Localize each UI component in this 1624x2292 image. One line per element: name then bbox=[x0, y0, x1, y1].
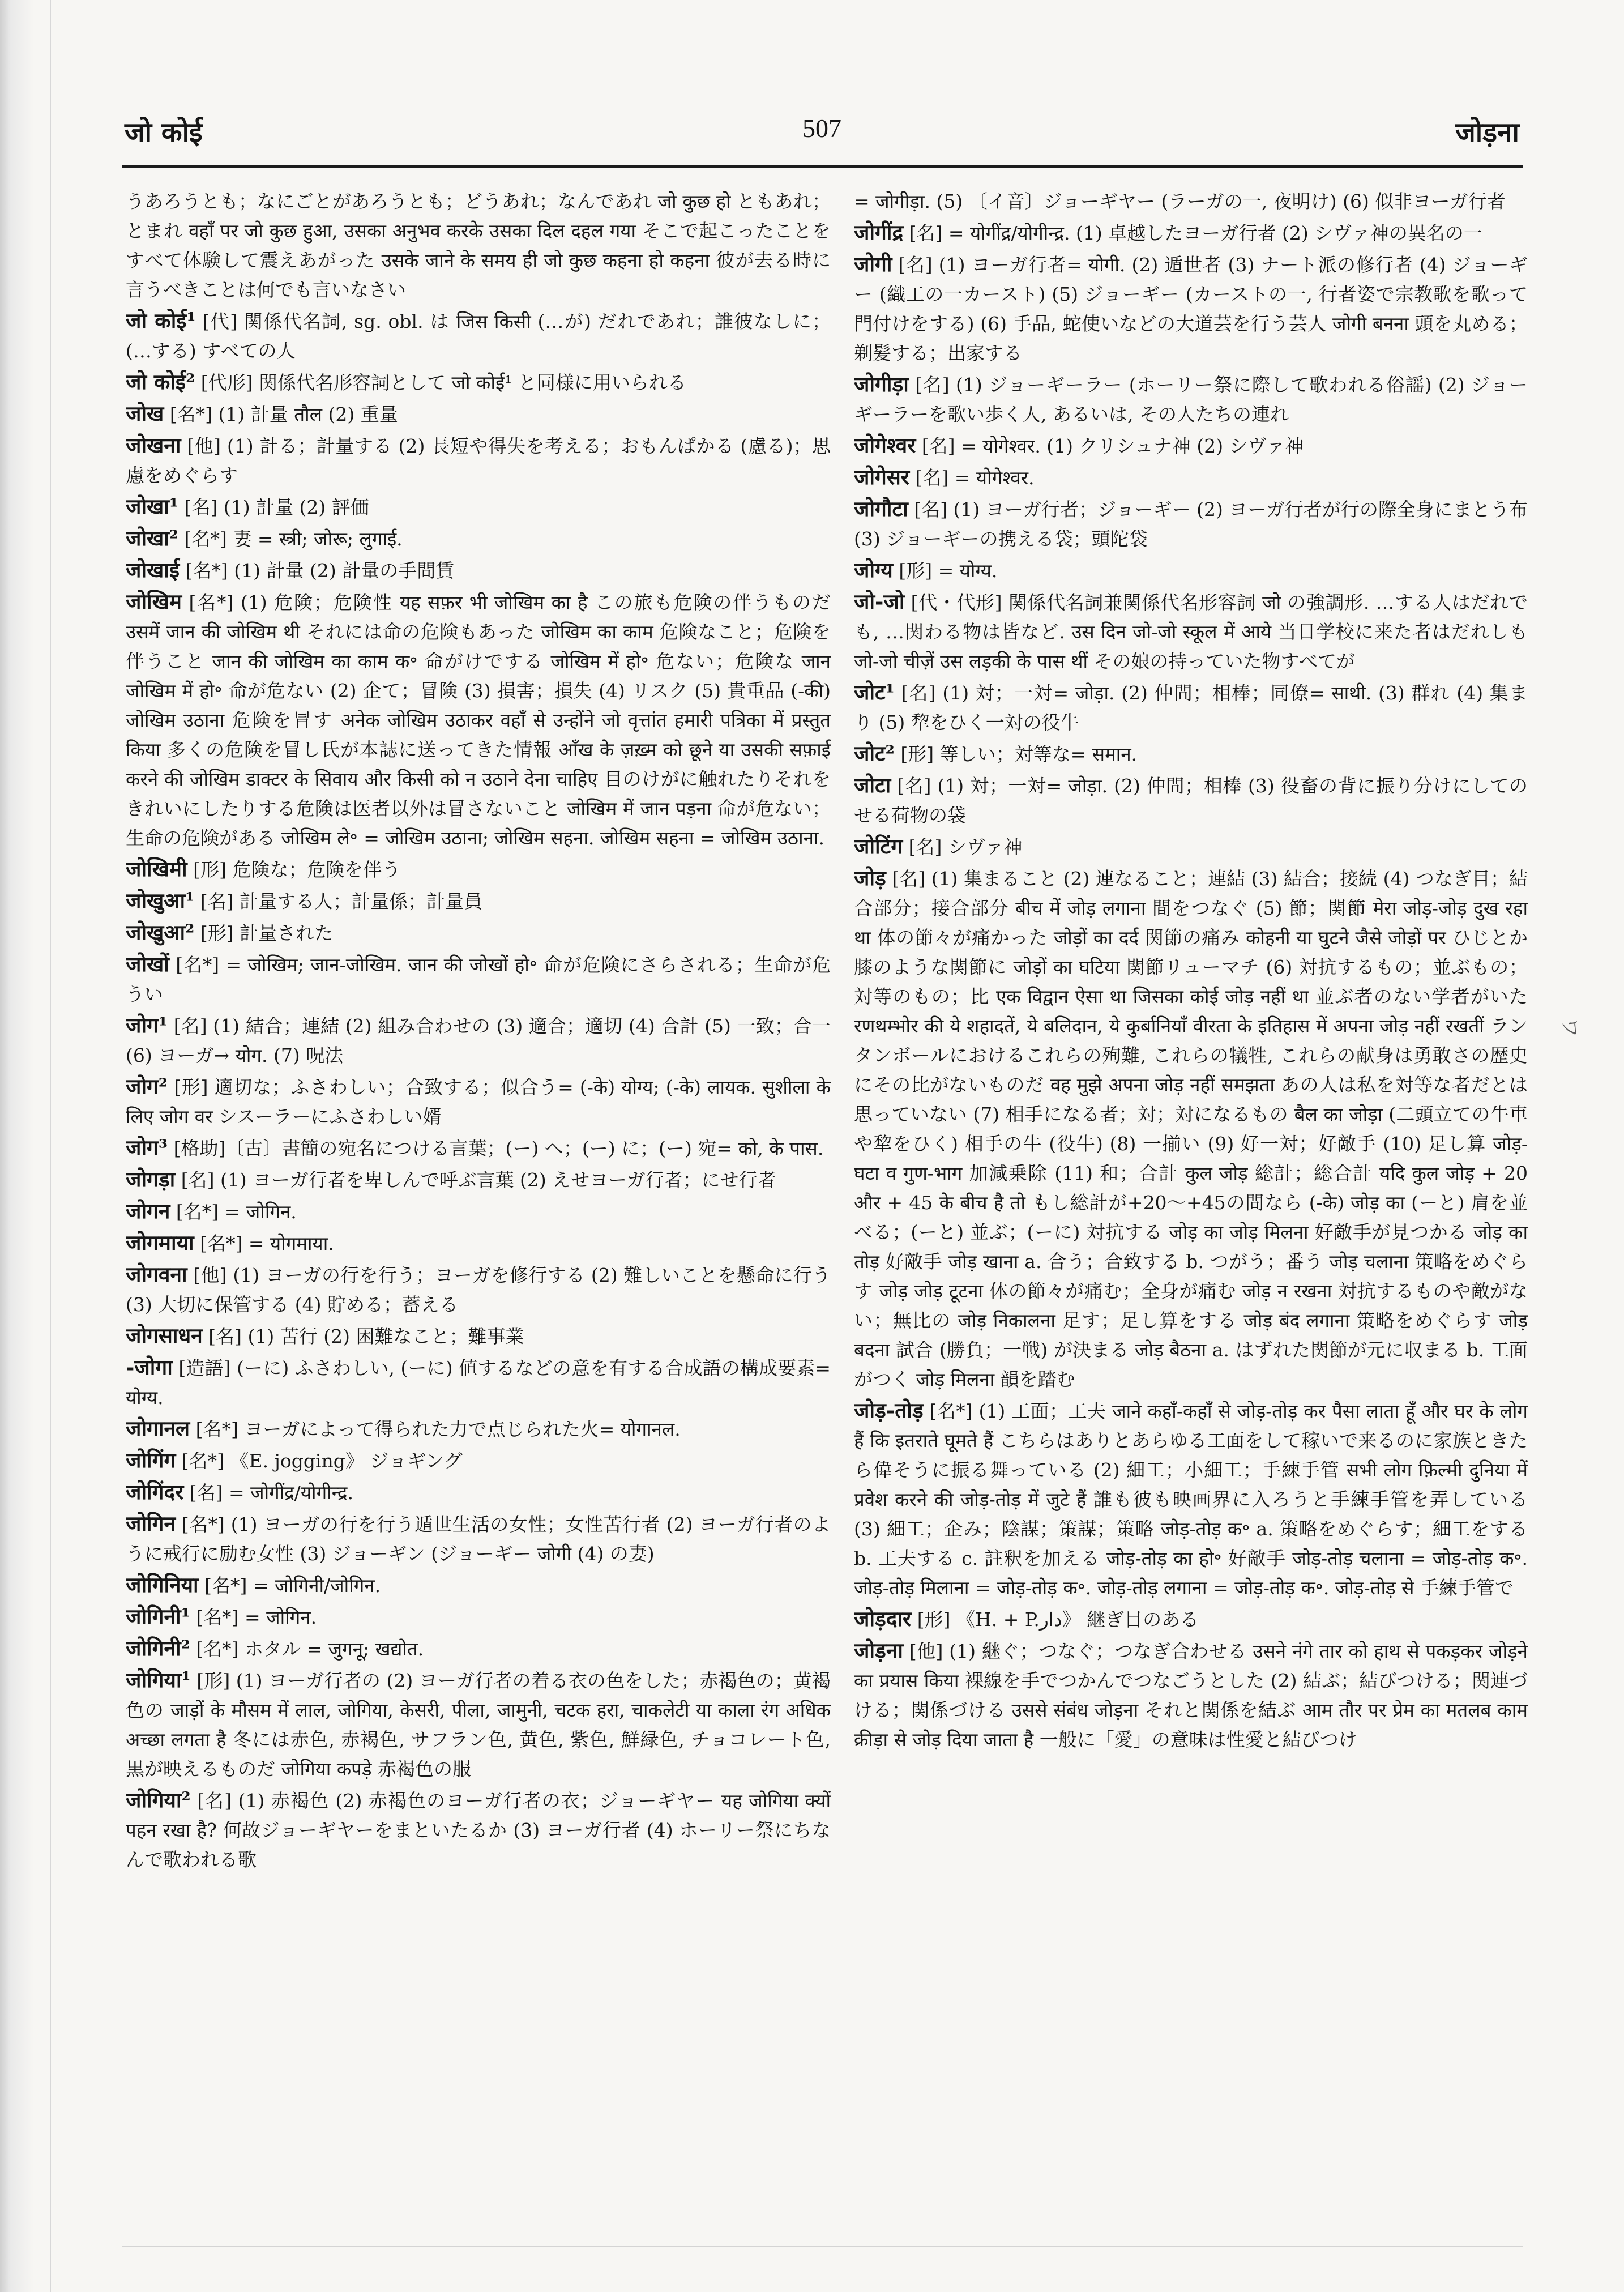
entry-headword: जोग³ bbox=[126, 1135, 168, 1160]
entry-headword: जो कोई¹ bbox=[126, 308, 196, 333]
dictionary-entry bbox=[126, 1010, 831, 1070]
entry-headword: जोगमाया bbox=[126, 1230, 194, 1255]
entry-headword: जोड़दार bbox=[854, 1606, 912, 1631]
dictionary-entry bbox=[126, 367, 831, 398]
entry-headword: जोगेसर bbox=[854, 464, 910, 489]
dictionary-entry bbox=[854, 1604, 1528, 1634]
dictionary-entry bbox=[126, 1414, 831, 1444]
dictionary-entry bbox=[854, 863, 1528, 1394]
entry-headword: जोगिनी¹ bbox=[126, 1604, 190, 1629]
entry-definition: [名*] (1) ヨーガの行を行う遁世生活の女性；女性苦行者 (2) ヨーガ行者のように戒行に励む女性 (3) ジョーギン (ジョーギー जोगी (4) の妻) bbox=[126, 1513, 831, 1565]
dictionary-entry bbox=[126, 1164, 831, 1195]
entry-definition: [名*] = जोखिम; जान-जोखिम. जान की जोखों हो॰ 命が危険にさらされる；生命が危うい bbox=[126, 954, 831, 1005]
page-header bbox=[125, 113, 1519, 159]
entry-definition: [名*] (1) 危険；危険性 यह सफ़र भी जोखिम का है この旅も危険の伴うものだ उसमें जान की जोखिम थी それには命の危険もあった जोखिम का काम 危険なこと；危険を伴うこと जान की जोखिम का काम क॰ 命がけでする जोखिम में हो॰ 危ない；危険な जान जोखिम में हो॰ 命が危ない (2) 企て；冒険 (3) 損害；損失 (4) リスク (5) 貴重品 (-की) जोखिम उठाना 危険を冒す अनेक जोखिम उठाकर वहाँ से उन्होंने जो वृत्तांत हमारी पत्रिका में प्रस्तुत किया 多くの危険を冒し氏が本誌に送ってきた情報 आँख के ज़ख़्म को छूने या उसकी सफ़ाई करने की जोखिम डाक्टर के सिवाय और किसी को न उठाने देना चाहिए 目のけがに触れたりそれをきれいにしたりする危険は医者以外は冒さないこと जोखिम में जान पड़ना 命が危ない；生命の危険がある जोखिम ले॰ = जोखिम उठाना; जोखिम सहना. जोखिम सहना = जोखिम उठाना. bbox=[126, 591, 831, 849]
entry-definition: [名] 計量する人；計量係；計量員 bbox=[200, 890, 483, 912]
entry-headword: जोग¹ bbox=[126, 1013, 168, 1038]
dictionary-entry bbox=[854, 369, 1528, 429]
dictionary-entry bbox=[126, 523, 831, 554]
entry-definition: [格助]〔古〕書簡の宛名につける言葉；(ー) へ；(ー) に；(ー) 宛= को, के पास. bbox=[173, 1137, 824, 1159]
dictionary-entry bbox=[126, 430, 831, 490]
header-left-word: जो कोई bbox=[125, 117, 203, 148]
margin-mark: ワ bbox=[1558, 1018, 1581, 1038]
dictionary-entry bbox=[126, 1785, 831, 1875]
entry-definition: [名*] (1) 計量 तौल (2) 重量 bbox=[169, 403, 398, 425]
entry-headword: जोगड़ा bbox=[126, 1167, 176, 1192]
dictionary-entry bbox=[126, 1260, 831, 1320]
entry-definition: [名] シヴァ神 bbox=[908, 836, 1023, 858]
entry-headword: जोगींद्र bbox=[854, 220, 904, 245]
right-column bbox=[854, 187, 1528, 2230]
entry-headword: जोखिम bbox=[126, 589, 182, 614]
entry-definition: [名] = योगेश्वर. (1) クリシュナ神 (2) シヴァ神 bbox=[921, 435, 1304, 457]
entry-headword: जो-जो bbox=[854, 589, 905, 614]
header-right-word: जोड़ना bbox=[1455, 117, 1519, 148]
entry-definition: [形] = योग्य. bbox=[899, 560, 998, 582]
dictionary-entry bbox=[126, 306, 831, 366]
entry-headword: जोखाई bbox=[126, 557, 180, 582]
entry-headword: जोगवना bbox=[126, 1262, 187, 1287]
header-rule bbox=[122, 165, 1523, 168]
entry-definition: [名] (1) ヨーガ行者を卑しんで呼ぶ言葉 (2) えせヨーガ行者；にせ行者 bbox=[181, 1169, 776, 1191]
dictionary-entry bbox=[126, 854, 831, 885]
entry-headword: जोखिमी bbox=[126, 856, 187, 881]
entry-definition: [名] (1) 対；一対= जोड़ा. (2) 仲間；相棒 (3) 役畜の背に振り分けにしてのせる荷物の袋 bbox=[854, 775, 1528, 826]
dictionary-entry bbox=[126, 917, 831, 948]
dictionary-entry bbox=[854, 1395, 1528, 1603]
entry-headword: जोड़ना bbox=[854, 1638, 903, 1663]
entry-definition: [代・代形] 関係代名詞兼関係代名形容詞 जो の強調形. …する人はだれでも, …関わる物は皆など. उस दिन जो-जो स्कूल में आये 当日学校に来た者はだれしも जो-जो चीज़ें उस लड़की के पास थीं その娘の持っていた物すべてが bbox=[854, 591, 1528, 672]
entry-definition: [他] (1) 計る；計量する (2) 長短や得失を考える；おもんぱかる (慮る)；思慮をめぐらす bbox=[126, 435, 831, 486]
dictionary-entry bbox=[854, 555, 1528, 586]
entry-definition: [他] (1) 継ぐ；つなぐ；つなぎ合わせる उसने नंगे तार को हाथ से पकड़कर जोड़ने का प्रयास किया 裸線を手でつかんでつなごうとした (2) 結ぶ；結びつける；関連づける；関係づける उससे संबंध जोड़ना それと関係を結ぶ आम तौर पर प्रेम का मतलब काम क्रीड़ा से जोड़ दिया जाता है 一般に「愛」の意味は性愛と結びつけ bbox=[854, 1640, 1528, 1751]
dictionary-entry bbox=[126, 1633, 831, 1664]
entry-headword: जोखा² bbox=[126, 526, 179, 550]
dictionary-entry bbox=[126, 1570, 831, 1600]
dictionary-entry bbox=[126, 187, 831, 305]
entry-definition: [造語] (ーに) ふさわしい, (ーに) 値するなどの意を有する合成語の構成要素= योग्य. bbox=[126, 1357, 831, 1409]
dictionary-entry bbox=[126, 886, 831, 916]
entry-definition: [名] (1) 計量 (2) 評価 bbox=[184, 496, 369, 518]
dictionary-entry bbox=[126, 1602, 831, 1632]
entry-definition: [名] (1) 赤褐色 (2) 赤褐色のヨーガ行者の衣；ジョーギヤー यह जोगिया क्यों पहन रखा है? 何故ジョーギヤーをまといたるか (3) ヨーガ行者 (4) ホーリー祭にちなんで歌われる歌 bbox=[126, 1790, 831, 1871]
entry-headword: जोखुआ² bbox=[126, 920, 195, 945]
entry-headword: जोड़-तोड़ bbox=[854, 1398, 924, 1423]
entry-definition: [名*] 妻 = स्त्री; जोरू; लुगाई. bbox=[184, 528, 403, 550]
entry-definition: = जोगीड़ा. (5) 〔イ音〕ジョーギヤー (ラーガの一, 夜明け) (6) 似非ヨーガ行者 bbox=[854, 190, 1506, 212]
entry-definition: [形] 危険な；危険を伴う bbox=[193, 859, 401, 881]
entry-definition: [名] = योगींद्र/योगीन्द्र. (1) 卓越したヨーガ行者 (2) シヴァ神の異名の一 bbox=[909, 222, 1482, 244]
dictionary-entry bbox=[854, 462, 1528, 493]
entry-definition: [名*] = जोगिनी/जोगिन. bbox=[204, 1574, 381, 1597]
entry-headword: जोखुआ¹ bbox=[126, 888, 195, 913]
entry-headword: जोट¹ bbox=[854, 680, 895, 705]
bottom-rule bbox=[122, 2246, 1523, 2247]
entry-headword: जोग्य bbox=[854, 557, 893, 582]
dictionary-entry bbox=[126, 1477, 831, 1508]
dictionary-entry bbox=[126, 1321, 831, 1351]
entry-definition: [名*] = योगमाया. bbox=[200, 1232, 334, 1254]
entry-headword: जोखा¹ bbox=[126, 494, 179, 519]
dictionary-entry bbox=[854, 217, 1528, 248]
entry-definition: [名] (1) ヨーガ行者= योगी. (2) 遁世者 (3) ナート派の修行者 (4) ジョーギー (織工の一カースト) (5) ジョーギー (カーストの一, 行者姿で宗教歌を歌って門付けをする) (6) 手品, 蛇使いなどの大道芸を行う芸人 जोगी बनना 頭を丸める；剃髪する；出家する bbox=[854, 254, 1528, 364]
entry-headword: जोगेश्वर bbox=[854, 433, 916, 458]
entry-headword: जोगानल bbox=[126, 1416, 190, 1441]
dictionary-entry bbox=[854, 831, 1528, 862]
dictionary-entry bbox=[126, 1133, 831, 1163]
left-column bbox=[126, 187, 831, 2230]
dictionary-entry bbox=[854, 1636, 1528, 1755]
entry-headword: जोगिया¹ bbox=[126, 1667, 191, 1692]
entry-headword: जोगसाधन bbox=[126, 1323, 203, 1348]
entry-headword: जोग² bbox=[126, 1074, 168, 1099]
entry-definition: [形] (1) ヨーガ行者の (2) ヨーガ行者の着る衣の色をした；赤褐色の；黄褐色の जाड़ों के मौसम में लाल, जोगिया, केसरी, पीला, जामुनी, चटक हरा, चाकलेटी या काला रंग अधिक अच्छा लगता है 冬には赤色, 赤褐色, サフラン色, 黄色, 紫色, 鮮緑色, チョコレート色, 黒が映えるものだ जोगिया कपड़े 赤褐色の服 bbox=[126, 1670, 831, 1780]
dictionary-entry bbox=[854, 249, 1528, 368]
entry-headword: जोगी bbox=[854, 251, 892, 276]
entry-definition: [名] (1) ジョーギーラー (ホーリー祭に際して歌われる俗謡) (2) ジョーギーラーを歌い歩く人, あるいは, その人たちの連れ bbox=[854, 374, 1528, 425]
entry-definition: [名*] (1) 計量 (2) 計量の手間賃 bbox=[185, 560, 455, 582]
entry-headword: जो कोई² bbox=[126, 369, 195, 394]
entry-definition: [形] 適切な；ふさわしい；合致する；似合う= (-के) योग्य; (-के) लायक. सुशीला के लिए जोग वर シスーラーにふさわしい婿 bbox=[126, 1076, 831, 1128]
entry-definition: [名*] = जोगिन. bbox=[196, 1606, 317, 1628]
entry-headword: जोगिन bbox=[126, 1511, 176, 1536]
dictionary-entry bbox=[126, 399, 831, 429]
entry-headword: जोट² bbox=[854, 741, 895, 766]
entry-headword: जोड़ bbox=[854, 865, 886, 890]
entry-definition: [名] (1) 結合；連結 (2) 組み合わせの (3) 適合；適切 (4) 合計 (5) 一致；合一 (6) ヨーガ→ योग. (7) 呪法 bbox=[126, 1015, 831, 1066]
entry-headword: जोखों bbox=[126, 951, 169, 976]
entry-definition: うあろうとも；なにごとがあろうとも；どうあれ；なんであれ जो कुछ हो ともあれ；とまれ वहाँ पर जो कुछ हुआ, उसका अनुभव करके उसका दिल दहल गया そこで起こったことをすべて体験して震えあがった उसके जाने के समय ही जो कुछ कहना हो कहना 彼が去る時に言うべきことは何でも言いなさい bbox=[126, 190, 831, 301]
entry-headword: जोगीड़ा bbox=[854, 372, 909, 396]
entry-definition: [名] (1) 対；一対= जोड़ा. (2) 仲間；相棒；同僚= साथी. (3) 群れ (4) 集まり (5) 犂をひく一対の役牛 bbox=[854, 682, 1528, 733]
dictionary-entry bbox=[854, 494, 1528, 554]
dictionary-entry bbox=[126, 1665, 831, 1784]
entry-headword: जोटा bbox=[854, 772, 891, 797]
dictionary-entry bbox=[126, 1072, 831, 1132]
dictionary-entry bbox=[854, 739, 1528, 769]
entry-headword: जोगिनी² bbox=[126, 1636, 190, 1661]
entry-headword: जोगन bbox=[126, 1198, 170, 1223]
entry-definition: [代形] 関係代名形容詞として जो कोई¹ と同様に用いられる bbox=[200, 372, 686, 394]
entry-definition: [名*] 《E. jogging》 ジョギング bbox=[181, 1450, 463, 1472]
dictionary-entry bbox=[854, 187, 1528, 216]
entry-definition: [他] (1) ヨーガの行を行う；ヨーガを修行する (2) 難しいことを懸命に行う (3) 大切に保管する (4) 貯める；蓄える bbox=[126, 1264, 831, 1316]
dictionary-entry bbox=[126, 949, 831, 1009]
page-number: 507 bbox=[802, 114, 841, 143]
entry-headword: जोखना bbox=[126, 433, 181, 458]
scan-edge-shadow bbox=[0, 0, 34, 2292]
dictionary-entry bbox=[854, 430, 1528, 461]
dictionary-entry bbox=[126, 492, 831, 522]
entry-headword: जोगिया² bbox=[126, 1787, 191, 1812]
dictionary-entry bbox=[126, 587, 831, 853]
dictionary-entry bbox=[126, 1196, 831, 1227]
dictionary-entry bbox=[126, 1445, 831, 1476]
dictionary-entry bbox=[126, 1228, 831, 1258]
dictionary-entry bbox=[126, 555, 831, 586]
entry-definition: [形] 《H. + P.دار》 継ぎ目のある bbox=[917, 1608, 1199, 1631]
scan-edge-line bbox=[50, 0, 51, 2292]
entry-definition: [代] 関係代名詞, sg. obl. は जिस किसी (…が) だれであれ；誰彼なしに；(…する) すべての人 bbox=[126, 310, 831, 362]
entry-definition: [名*] ホタル = जुगनू; खद्योत. bbox=[196, 1638, 424, 1660]
entry-headword: जोगिनिया bbox=[126, 1572, 199, 1597]
entry-headword: जोगौटा bbox=[854, 496, 908, 521]
entry-headword: जोटिंग bbox=[854, 834, 903, 859]
entry-headword: जोगिंग bbox=[126, 1448, 176, 1472]
dictionary-entry bbox=[126, 1352, 831, 1412]
entry-definition: [形] 計量された bbox=[200, 922, 334, 944]
dictionary-entry bbox=[854, 587, 1528, 676]
entry-definition: [名] = योगेश्वर. bbox=[915, 467, 1035, 489]
dictionary-entry bbox=[854, 677, 1528, 737]
dictionary-entry bbox=[854, 770, 1528, 830]
entry-definition: [名*] = जोगिन. bbox=[176, 1201, 297, 1223]
entry-definition: [名*] ヨーガによって得られた力で点じられた火= योगानल. bbox=[195, 1418, 681, 1440]
entry-definition: [名] (1) 集まること (2) 連なること；連結 (3) 結合；接続 (4) つなぎ目；結合部分；接合部分 बीच में जोड़ लगाना 間をつなぐ (5) 節；関節 मेरा जोड़-जोड़ दुख रहा था 体の節々が痛かった जोड़ों का दर्द 関節の痛み कोहनी या घुटने जैसे जोड़ों पर ひじとか膝のような関節に जोड़ों का घटिया 関節リューマチ (6) 対抗するもの；並ぶもの；対等のもの；比 एक विद्वान ऐसा था जिसका कोई जोड़ नहीं था 並ぶ者のない学者がいた रणथम्भोर की ये शहादतें, ये बलिदान, ये कुर्बानियाँ वीरता के इतिहास में अपना जोड़ नहीं रखतीं ランタンボールにおけるこれらの殉難, これらの犠牲, これらの献身は勇敢さの歴史にその比がないものだ वह मुझे अपना जोड़ नहीं समझता あの人は私を対等な者だとは思っていない (7) 相手になる者；対；対になるもの बैल का जोड़ा (二頭立ての牛車や犂をひく) 相手の牛 (役牛) (8) 一揃い (9) 好一対；好敵手 (10) 足し算 जोड़-घटा व गुण-भाग 加減乗除 (11) 和；合計 कुल जोड़ 総計；総合計 यदि कुल जोड़ + 20 और + 45 के बीच है तो もし総計が+20〜+45の間なら (-के) जोड़ का (ーと) 肩を並べる；(ーと) 並ぶ；(ーに) 対抗する जोड़ का जोड़ मिलना 好敵手が見つかる जोड़ का तोड़ 好敵手 जोड़ खाना a. 合う；合致する b. つがう；番う जोड़ चलाना 策略をめぐらす जोड़ जोड़ टूटना 体の節々が痛む；全身が痛む जोड़ न रखना 対抗するものや敵がない；無比の जोड़ निकालना 足す；足し算をする जोड़ बंद लगाना 策略をめぐらす जोड़ बदना 試合 (勝負；一戦) が決まる जोड़ बैठना a. はずれた関節が元に収まる b. 工面がつく जोड़ मिलना 韻を踏む bbox=[854, 868, 1528, 1390]
entry-headword: जोगिंदर bbox=[126, 1479, 184, 1504]
dictionary-entry bbox=[126, 1509, 831, 1569]
entry-definition: [名] (1) 苦行 (2) 困難なこと；難事業 bbox=[208, 1325, 524, 1347]
entry-definition: [名*] (1) 工面；工夫 जाने कहाँ-कहाँ से जोड़-तोड़ कर पैसा लाता हूँ और घर के लोग हैं कि इतराते घूमते हैं こちらはありとあらゆる工面をして稼いで来るのに家族ときたら偉そうに振る舞っている (2) 細工；小細工；手練手管 सभी लोग फ़िल्मी दुनिया में प्रवेश करने की जोड़-तोड़ में जुटे हैं 誰も彼も映画界に入ろうと手練手管を弄している (3) 細工；企み；陰謀；策謀；策略 जोड़-तोड़ क॰ a. 策略をめぐらす；細工をする b. 工夫する c. 註釈を加える जोड़-तोड़ का हो॰ 好敵手 जोड़-तोड़ चलाना = जोड़-तोड़ क॰. जोड़-तोड़ मिलाना = जोड़-तोड़ क॰. जोड़-तोड़ लगाना = जोड़-तोड़ क॰. जोड़-तोड़ से 手練手管で bbox=[854, 1400, 1528, 1599]
entry-headword: जोख bbox=[126, 401, 164, 426]
entry-headword: -जोगा bbox=[126, 1355, 173, 1380]
entry-definition: [名] = जोगींद्र/योगीन्द्र. bbox=[189, 1482, 353, 1504]
entry-definition: [形] 等しい；対等な= समान. bbox=[900, 743, 1138, 765]
entry-definition: [名] (1) ヨーガ行者；ジョーギー (2) ヨーガ行者が行の際全身にまとう布 (3) ジョーギーの携える袋；頭陀袋 bbox=[854, 498, 1528, 550]
